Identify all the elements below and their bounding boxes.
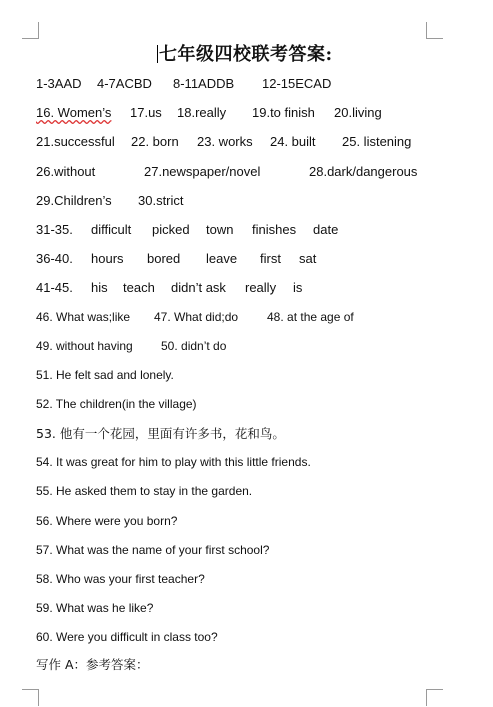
answer-range-36-40: 36-40. [36, 251, 73, 266]
answer-46: 46. What was;like [36, 310, 131, 324]
answer-28: 28.dark/dangerous [309, 164, 418, 179]
answer-45: is [293, 280, 303, 295]
answer-43: didn’t ask [171, 280, 226, 295]
answer-54: 54. It was great for him to play with this little friends. [36, 455, 311, 469]
crop-mark-top-left [22, 22, 39, 39]
answer-37: bored [147, 251, 181, 266]
answer-25: 25. listening [342, 134, 412, 149]
crop-mark-bottom-left [22, 689, 39, 706]
answer-17: 17.us [130, 105, 162, 120]
answer-39: first [260, 251, 281, 266]
answer-60: 60. Were you difficult in class too? [36, 630, 218, 644]
answer-22: 22. born [131, 134, 179, 149]
answer-48: 48. at the age of [267, 310, 354, 324]
answer-33: town [206, 222, 234, 237]
answer-41: his [91, 280, 108, 295]
text-cursor [157, 45, 158, 63]
answer-58: 58. Who was your first teacher? [36, 572, 205, 586]
answer-8-11: 8-11ADDB [173, 76, 235, 91]
writing-section-heading: 写作 A：参考答案： [36, 657, 149, 672]
crop-mark-top-right [426, 22, 443, 39]
answer-53: 53. 他有一个花园，里面有许多书，花和鸟。 [36, 426, 285, 441]
answer-30: 30.strict [138, 193, 184, 208]
answer-40: sat [299, 251, 317, 266]
answer-42: teach [123, 280, 155, 295]
answer-23: 23. works [197, 134, 253, 149]
answer-34: finishes [252, 222, 297, 237]
answer-50: 50. didn’t do [161, 339, 227, 353]
answer-27: 27.newspaper/novel [144, 164, 261, 179]
answer-18: 18.really [177, 105, 227, 120]
answer-38: leave [206, 251, 238, 266]
answer-29: 29.Children’s [36, 193, 112, 208]
answer-24: 24. built [270, 134, 316, 149]
answer-55: 55. He asked them to stay in the garden. [36, 484, 253, 498]
answer-range-41-45: 41-45. [36, 280, 73, 295]
answer-16: 16. Women’s [36, 105, 112, 120]
answer-47: 47. What did;do [154, 310, 239, 324]
answer-12-15: 12-15ECAD [262, 76, 332, 91]
answer-19: 19.to finish [252, 105, 315, 120]
answer-51: 51. He felt sad and lonely. [36, 368, 174, 382]
answer-59: 59. What was he like? [36, 601, 154, 615]
answer-4-7: 4-7ACBD [97, 76, 152, 91]
answer-31: difficult [91, 222, 132, 237]
answer-52: 52. The children(in the village) [36, 397, 197, 411]
answer-57: 57. What was the name of your first school? [36, 543, 270, 557]
answer-range-31-35: 31-35. [36, 222, 73, 237]
answer-21: 21.successful [36, 134, 115, 149]
answer-20: 20.living [334, 105, 382, 120]
crop-mark-bottom-right [426, 689, 443, 706]
answer-35: date [313, 222, 339, 237]
answer-49: 49. without having [36, 339, 133, 353]
answer-1-3: 1-3AAD [36, 76, 82, 91]
page-title-text: 七年级四校联考答案: [159, 44, 333, 65]
answer-32: picked [152, 222, 190, 237]
answer-36: hours [91, 251, 124, 266]
answer-26: 26.without [36, 164, 96, 179]
answer-56: 56. Where were you born? [36, 514, 178, 528]
page-title [157, 40, 333, 66]
answer-44: really [245, 280, 277, 295]
